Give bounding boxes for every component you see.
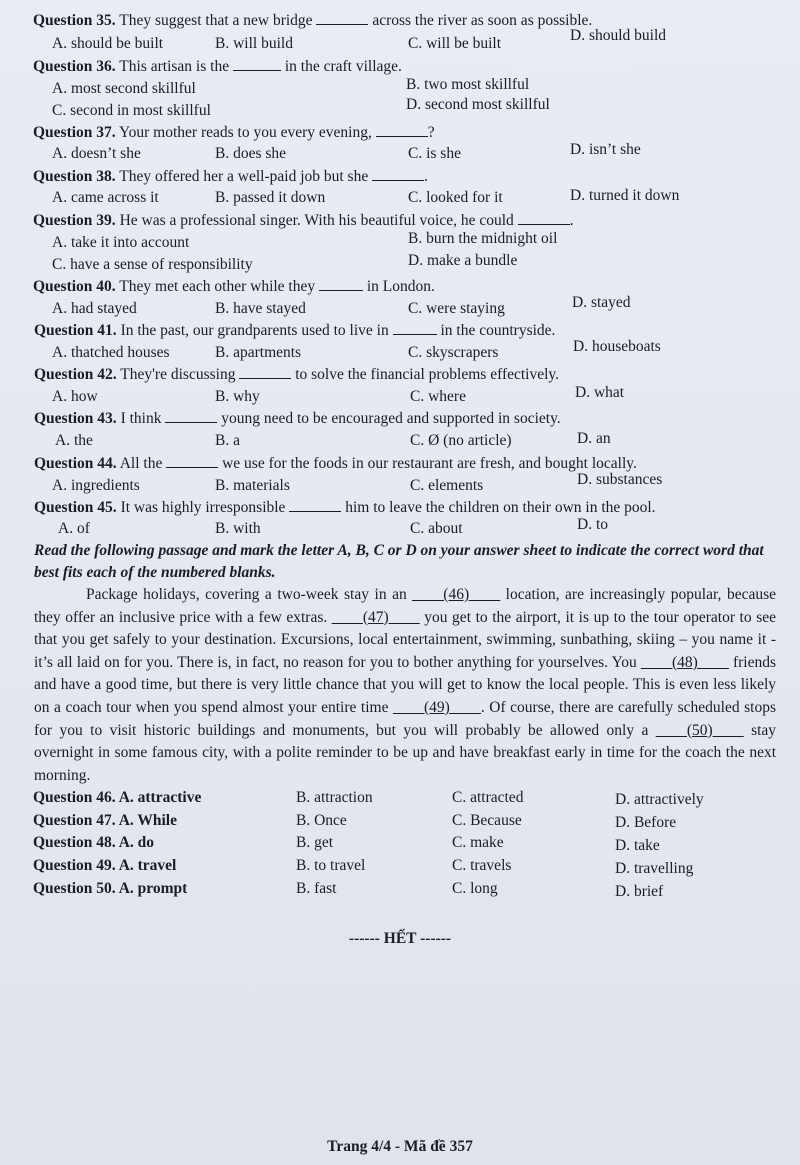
option-b: B. Once [296, 812, 347, 829]
option-b: B. will build [215, 35, 293, 52]
answer-blank [518, 210, 570, 225]
option-c: C. where [410, 388, 466, 405]
answer-blank [239, 364, 291, 379]
cloze-question: Question 49. A. travel [33, 857, 177, 874]
option-b: B. apartments [215, 344, 302, 361]
option-b: B. to travel [296, 857, 366, 874]
cloze-question: Question 50. A. prompt [33, 880, 188, 897]
answer-blank [289, 497, 341, 512]
blank-50: ____(50)____ [655, 721, 744, 739]
option-d: D. attractively [615, 791, 704, 808]
option-c: C. elements [410, 477, 484, 494]
option-d: D. isn’t she [570, 141, 641, 158]
option-b: B. with [215, 520, 261, 537]
answer-blank [316, 10, 368, 25]
option-a: A. should be built [52, 35, 164, 52]
option-c: C. is she [408, 145, 461, 162]
cloze-question: Question 47. A. While [33, 812, 177, 829]
option-b: B. get [296, 834, 334, 851]
option-d: D. what [575, 384, 625, 401]
answer-blank [166, 453, 218, 468]
end-mark: ------ HẾT ------ [348, 930, 452, 947]
option-b: B. materials [215, 477, 290, 494]
option-a: A. how [52, 388, 98, 405]
option-d: D. second most skillful [406, 96, 550, 113]
option-c: C. looked for it [408, 189, 503, 206]
option-d: D. travelling [615, 860, 694, 877]
option-d: D. turned it down [570, 187, 680, 204]
option-c: C. attracted [452, 789, 524, 806]
option-d: D. to [577, 516, 608, 533]
option-b: B. a [215, 432, 240, 449]
cloze-question: Question 48. A. do [33, 834, 155, 851]
option-d: D. substances [577, 471, 663, 488]
option-c: C. Because [452, 812, 522, 829]
option-c: C. have a sense of responsibility [52, 256, 253, 273]
answer-blank [319, 276, 363, 291]
blank-46: ____(46)____ [412, 586, 501, 603]
option-a: A. had stayed [52, 300, 137, 317]
option-b: B. have stayed [215, 300, 306, 317]
blank-49: ____(49)____ [393, 698, 481, 716]
option-c: C. second in most skillful [52, 102, 211, 119]
option-b: B. attraction [296, 789, 373, 806]
option-a: A. ingredients [52, 477, 140, 494]
answer-blank [233, 56, 281, 71]
option-d: D. houseboats [573, 338, 661, 355]
blank-47: ____(47)____ [331, 608, 420, 626]
option-d: D. an [577, 430, 611, 447]
option-c: C. skyscrapers [408, 344, 499, 361]
cloze-question: Question 46. A. attractive [33, 789, 202, 806]
option-b: B. two most skillful [406, 76, 530, 93]
option-a: A. doesn’t she [52, 145, 141, 162]
option-c: C. travels [452, 857, 512, 874]
option-a: A. came across it [52, 189, 159, 206]
option-b: B. passed it down [215, 189, 326, 206]
option-d: D. Before [615, 814, 677, 831]
cloze-passage: Package holidays, covering a two-week stay in an ____(46)____ location, are increasingly popular, because they offer an inclusive price with a few extras. ____(47)____ you get to the airport, it is up to the tour operator to see that you get safely to your destination. Excursions, local entertainment, swimming, sunbathing, skiing – you name it - it’s all laid on for you. There is, in fact, no reason for you to bother anything for yourselves. You ____(48)____ friends and have a good time, but there is very little chance that you will get to know the local people. This is even less likely on a coach tour when you spend almost your entire time ____(49)____. Of course, there are carefully scheduled stops for you to visit historic buildings and monuments, but you will probably be allowed only a ____(50)____ stay overnight in some famous city, with a polite reminder to be up and have breakfast early in time for the coach the next morning. [34, 586, 777, 784]
reading-instruction: Read the following passage and mark the letter A, B, C or D on your answer sheet to indicate the correct word that best fits each of the numbered blanks. [34, 542, 764, 581]
option-c: C. will be built [408, 35, 501, 52]
option-a: A. of [58, 520, 90, 537]
option-d: D. stayed [572, 294, 631, 311]
option-a: A. thatched houses [52, 344, 170, 361]
option-d: D. take [615, 837, 660, 854]
option-d: D. should build [570, 27, 667, 44]
option-a: A. the [55, 432, 93, 449]
answer-blank [165, 408, 217, 423]
answer-blank [393, 320, 437, 335]
option-a: A. most second skillful [52, 80, 196, 97]
option-b: B. burn the midnight oil [408, 230, 558, 247]
option-b: B. does she [215, 145, 287, 162]
option-c: C. Ø (no article) [410, 432, 512, 449]
option-c: C. long [452, 880, 498, 897]
option-c: C. make [452, 834, 504, 851]
page-footer: Trang 4/4 - Mã đề 357 [327, 1138, 473, 1155]
exam-page: Question 35. They suggest that a new bridge across the river as soon as possible. A. should be built B. will build C. will be built D. should build Question 36. This artisan is the in the craft village. A. most second skillful B. two most skillful C. second in most skillful D. second most skillful Question 37. Your mother reads to you every evening, ? A. doesn’t she B. does she C. is she D. isn’t she Question 38. They offered her a well-paid job but she . A. came across it B. passed it down C. looked for it D. turned it down Question 39. He was a professional singer. With his beautiful voice, he could . A. take it into account B. burn the midnight oil C. have a sense of responsibility D. make a bundle Question 40. They met each other while they in London. A. had stayed B. have stayed C. were staying D. stayed Question 41. In the past, our grandparents used to live in in the countryside. A. thatched houses B. apartments C. skyscrapers D. houseboats Question 42. They're discussing to solve the financial problems effectively. A. how B. why C. where D. what Question 43. I think young need to be encouraged and supported in society. A. the B. a C. Ø (no article) D. an Question 44. All the we use for the foods in our restaurant are fresh, and bought locally. A. ingredients B. materials C. elements D. substances Question 45. It was highly irresponsible him to leave the children on their own in the pool. A. of B. with C. about D. to Read the following passage and mark the letter A, B, C or D on your answer sheet to indicate the correct word that best fits each of the numbered blanks. Package holidays, covering a two-week stay in an ____(46)____ location, are increasingly popular, because they offer an inclusive price with a few extras. ____(47)____ you get to the airport, it is up to the tour operator to see that you get safely to your destination. Excursions, local entertainment, swimming, sunbathing, skiing – you name it - it’s all laid on for you. There is, in fact, no reason for you to bother anything for yourselves. You ____(48)____ friends and have a good time, but there is very little chance that you will get to know the local people. This is even less likely on a coach tour when you spend almost your entire time ____(49)____. Of course, there are carefully scheduled stops for you to visit historic buildings and monuments, but you will probably be allowed only a ____(50)____ stay overnight in some famous city, with a polite reminder to be up and have breakfast early in time for the coach the next morning. Question 46. A. attractive B. attraction C. attracted D. attractively Question 47. A. While B. Once C. Because D. Before Question 48. A. do B. get C. make D. take Question 49. A. travel B. to travel C. travels D. travelling Question 50. A. prompt B. fast C. long D. brief ------ HẾT ------ Trang 4/4 - Mã đề 357 [0, 0, 800, 1165]
option-d: D. brief [615, 883, 664, 900]
blank-48: ____(48)____ [640, 653, 729, 671]
option-a: A. take it into account [52, 234, 190, 251]
option-d: D. make a bundle [408, 252, 518, 269]
option-b: B. why [215, 388, 260, 405]
option-c: C. were staying [408, 300, 505, 317]
answer-blank [376, 122, 428, 137]
answer-blank [372, 166, 424, 181]
option-b: B. fast [296, 880, 337, 897]
option-c: C. about [410, 520, 463, 537]
